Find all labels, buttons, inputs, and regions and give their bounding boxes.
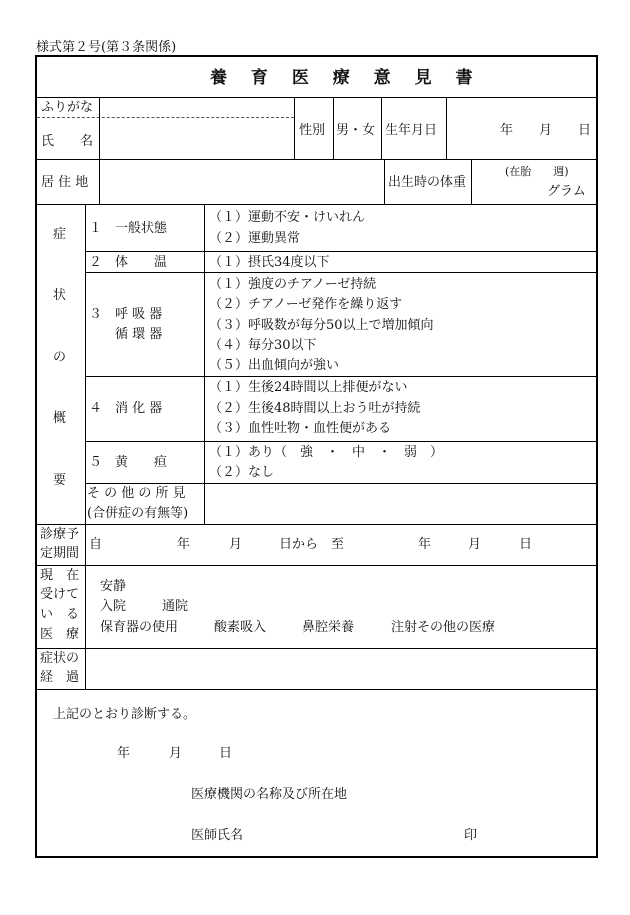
seal-mark: 印 xyxy=(464,828,478,843)
symptom-digestive-item-1[interactable]: （１）生後24時間以上排便がない xyxy=(209,380,408,395)
rule-sym5 xyxy=(85,483,596,484)
vrule-sex-left xyxy=(294,97,295,159)
other-findings-sublabel: (合併症の有無等) xyxy=(87,506,189,521)
vrule-symptom-mid xyxy=(204,204,205,524)
current-label-line3: い る xyxy=(40,607,80,622)
current-label-line4: 医 療 xyxy=(40,627,80,642)
doctor-name-label: 医師氏名 xyxy=(191,828,244,843)
period-to-month: 月 xyxy=(468,537,482,552)
furigana-label: ふりがな xyxy=(41,100,94,115)
current-label-line2: 受けて xyxy=(40,587,80,602)
care-outpatient[interactable]: 通院 xyxy=(162,599,189,614)
symptom-temperature-label: ２ 体 温 xyxy=(89,255,168,270)
period-to-year: 年 xyxy=(418,537,432,552)
symptom-jaundice-item-2[interactable]: （２）なし xyxy=(209,465,275,480)
birth-weight-label: 出生時の体重 xyxy=(388,175,467,190)
form-caption: 様式第２号(第３条関係) xyxy=(36,40,177,55)
progress-label-line2: 経 過 xyxy=(40,670,80,685)
symptom-jaundice-label: ５ 黄 疸 xyxy=(89,455,168,470)
current-label-line1: 現 在 xyxy=(40,568,80,583)
symptom-digestive-label: ４ 消 化 器 xyxy=(89,401,163,416)
period-from-day: 日から xyxy=(279,537,319,552)
other-findings-label: そ の 他 の 所 見 xyxy=(87,486,186,501)
symptom-respiratory-item-1[interactable]: （１）強度のチアノーゼ持続 xyxy=(209,277,377,292)
sex-label: 性別 xyxy=(299,123,326,138)
symptom-temperature-item-1[interactable]: （１）摂氏34度以下 xyxy=(209,255,330,270)
address-label: 居 住 地 xyxy=(41,175,89,190)
period-from-year: 年 xyxy=(177,537,191,552)
institution-label: 医療機関の名称及び所在地 xyxy=(191,787,348,802)
symptom-side-char-4: 概 xyxy=(53,411,67,426)
birth-date-label: 生年月日 xyxy=(385,123,438,138)
vrule-weight-left xyxy=(384,159,385,204)
symptom-digestive-item-2[interactable]: （２）生後48時間以上おう吐が持続 xyxy=(209,401,421,416)
period-label-line1: 診療予 xyxy=(40,527,80,542)
rule-sym2 xyxy=(85,272,596,273)
rule-sym3 xyxy=(85,376,596,377)
period-from: 自 xyxy=(89,537,103,552)
form-title: 養 育 医 療 意 見 書 xyxy=(210,68,482,88)
diagnosis-year: 年 xyxy=(117,746,131,761)
diagnosis-month: 月 xyxy=(169,746,183,761)
care-injection-other[interactable]: 注射その他の医療 xyxy=(391,620,496,635)
symptom-respiratory-item-2[interactable]: （２）チアノーゼ発作を繰り返す xyxy=(209,297,403,312)
rule-symptoms-end xyxy=(37,524,596,525)
weight-unit: グラム xyxy=(547,184,586,199)
symptom-respiratory-label: ３ 呼 吸 器 xyxy=(89,307,163,322)
symptom-respiratory-item-5[interactable]: （５）出血傾向が強い xyxy=(209,358,340,373)
birth-day-unit: 日 xyxy=(578,123,592,138)
rule-furigana xyxy=(37,117,294,118)
birth-year-unit: 年 xyxy=(500,123,514,138)
rule-period xyxy=(37,565,596,566)
care-nasal-feeding[interactable]: 鼻腔栄養 xyxy=(302,620,355,635)
care-oxygen[interactable]: 酸素吸入 xyxy=(214,620,267,635)
symptom-jaundice-item-1[interactable]: （１）あり（ 強 ・ 中 ・ 弱 ） xyxy=(209,445,444,460)
period-label-line2: 定期間 xyxy=(40,546,80,561)
vrule-left-label xyxy=(99,97,100,204)
rule-sym1 xyxy=(85,251,596,252)
symptom-general-label: １ 一般状態 xyxy=(89,221,168,236)
name-label: 氏 名 xyxy=(41,134,94,149)
vrule-birth-left xyxy=(381,97,382,159)
symptom-circulatory-label: 循 環 器 xyxy=(115,327,163,342)
rule-name xyxy=(37,159,596,160)
care-inpatient[interactable]: 入院 xyxy=(100,599,127,614)
symptom-respiratory-item-4[interactable]: （４）毎分30以下 xyxy=(209,338,317,353)
period-to-day: 日 xyxy=(519,537,533,552)
symptom-side-char-3: の xyxy=(53,350,67,365)
progress-label-line1: 症状の xyxy=(40,651,80,666)
medical-opinion-form xyxy=(35,55,598,858)
rule-sym4 xyxy=(85,441,596,442)
symptom-side-char-1: 症 xyxy=(53,227,67,242)
symptom-digestive-item-3[interactable]: （３）血性吐物・血性便がある xyxy=(209,421,392,436)
rule-progress xyxy=(37,689,596,690)
vrule-bottom-label xyxy=(85,524,86,689)
period-to: 至 xyxy=(331,537,345,552)
period-from-month: 月 xyxy=(229,537,243,552)
diagnosis-statement: 上記のとおり診断する。 xyxy=(53,707,197,722)
symptom-side-char-2: 状 xyxy=(53,288,67,303)
vrule-sex-mid xyxy=(333,97,334,159)
vrule-birth-mid xyxy=(446,97,447,159)
gestation-weeks: (在胎 週) xyxy=(505,165,569,178)
care-incubator[interactable]: 保育器の使用 xyxy=(100,620,179,635)
sex-options[interactable]: 男・女 xyxy=(336,123,376,138)
rule-address xyxy=(37,204,596,205)
symptom-side-char-5: 要 xyxy=(53,473,67,488)
care-rest[interactable]: 安静 xyxy=(100,579,127,594)
rule-title xyxy=(37,97,596,98)
symptom-general-item-1[interactable]: （１）運動不安・けいれん xyxy=(209,210,366,225)
rule-current xyxy=(37,648,596,649)
vrule-symptom-side xyxy=(85,204,86,524)
vrule-weight-mid xyxy=(471,159,472,204)
symptom-respiratory-item-3[interactable]: （３）呼吸数が毎分50以上で増加傾向 xyxy=(209,318,434,333)
diagnosis-day: 日 xyxy=(219,746,233,761)
birth-month-unit: 月 xyxy=(539,123,553,138)
symptom-general-item-2[interactable]: （２）運動異常 xyxy=(209,231,301,246)
